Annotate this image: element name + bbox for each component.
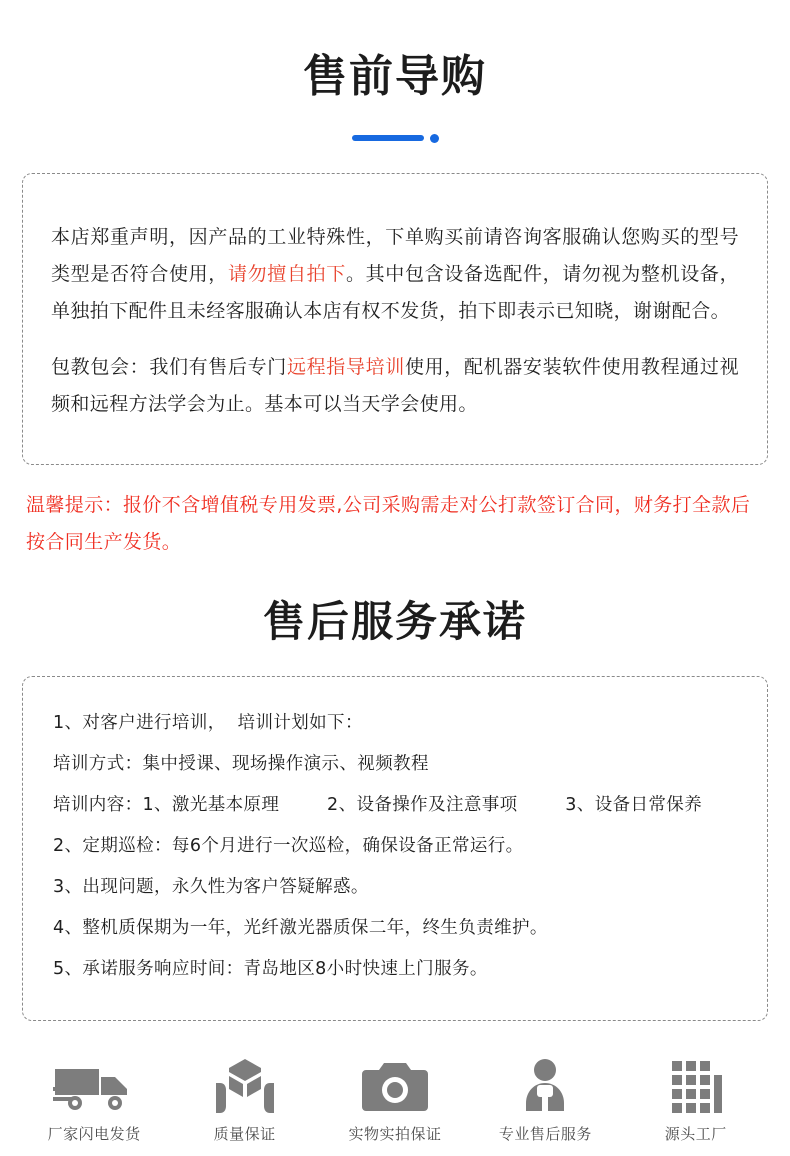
list-item: 5、承诺服务响应时间：青岛地区8小时快速上门服务。 bbox=[53, 959, 488, 980]
headset-support-icon bbox=[520, 1057, 570, 1113]
presale-aftersale-page bbox=[0, 29, 790, 1156]
underline-bar-icon bbox=[352, 135, 424, 141]
list-item: 培训方式：集中授课、现场操作演示、视频教程 bbox=[53, 753, 429, 774]
aftersale-title: 售后服务承诺 bbox=[262, 597, 527, 647]
list-item: 3、出现问题，永久性为客户答疑解惑。 bbox=[53, 877, 369, 898]
truck-icon bbox=[53, 1057, 135, 1113]
presale-warning-note: 温馨提示：报价不含增值税专用发票,公司采购需走对公打款签订合同，财务打全款后按合同生产发货。 bbox=[26, 493, 751, 554]
presale-paragraph-1 bbox=[51, 219, 739, 330]
feature-label: 源头工厂 bbox=[664, 1125, 727, 1144]
feature-label: 专业售后服务 bbox=[498, 1125, 592, 1144]
presale-paragraph-2-part2: 使用，配机器安装软件使用教程通过视频和远程方法学会为止。基本可以当天学会使用。 bbox=[51, 355, 739, 415]
feature-label: 厂家闪电发货 bbox=[47, 1125, 141, 1144]
feature-item-fast-shipping bbox=[40, 1057, 148, 1144]
list-item: 2、定期巡检：每6个月进行一次巡检，确保设备正常运行。 bbox=[53, 835, 524, 856]
presale-paragraph-1-part2: 。其中包含设备选配件，请勿视为整机设备，单独拍下配件且未经客服确认本店有权不发货，拍下即表示已知晓，谢谢配合。 bbox=[51, 262, 739, 322]
presale-paragraph-2-highlight: 远程指导培训 bbox=[286, 355, 405, 378]
list-item: 1、对客户进行培训， 培训计划如下： bbox=[53, 712, 363, 733]
title-underline-decoration bbox=[0, 134, 790, 143]
factory-building-icon bbox=[670, 1057, 722, 1113]
feature-label: 质量保证 bbox=[213, 1125, 276, 1144]
presale-paragraph-2 bbox=[51, 349, 739, 423]
feature-item-professional-service bbox=[491, 1057, 599, 1144]
presale-title: 售前导购 bbox=[303, 51, 487, 103]
aftersale-list-box bbox=[22, 676, 768, 1022]
feature-item-real-photo bbox=[341, 1057, 449, 1144]
underline-dot-icon bbox=[430, 134, 439, 143]
camera-icon bbox=[362, 1057, 428, 1113]
feature-label: 实物实拍保证 bbox=[348, 1125, 442, 1144]
feature-badges bbox=[0, 1057, 790, 1144]
presale-paragraph-2-part1: 包教包会：我们有售后专门 bbox=[51, 355, 287, 378]
feature-item-quality-guarantee bbox=[190, 1057, 298, 1144]
presale-paragraph-1-highlight: 请勿擅自拍下 bbox=[227, 262, 346, 285]
presale-text-box bbox=[22, 173, 768, 465]
list-item: 4、整机质保期为一年，光纤激光器质保二年，终生负责维护。 bbox=[53, 918, 548, 939]
list-item: 培训内容：1、激光基本原理 2、设备操作及注意事项 3、设备日常保养 bbox=[53, 794, 703, 815]
quality-hands-box-icon bbox=[214, 1057, 276, 1113]
presale-paragraph-1-part1: 本店郑重声明，因产品的工业特殊性，下单购买前请咨询客服确认您购买的型号类型是否符合使用， bbox=[51, 225, 739, 285]
feature-item-source-factory bbox=[642, 1057, 750, 1144]
